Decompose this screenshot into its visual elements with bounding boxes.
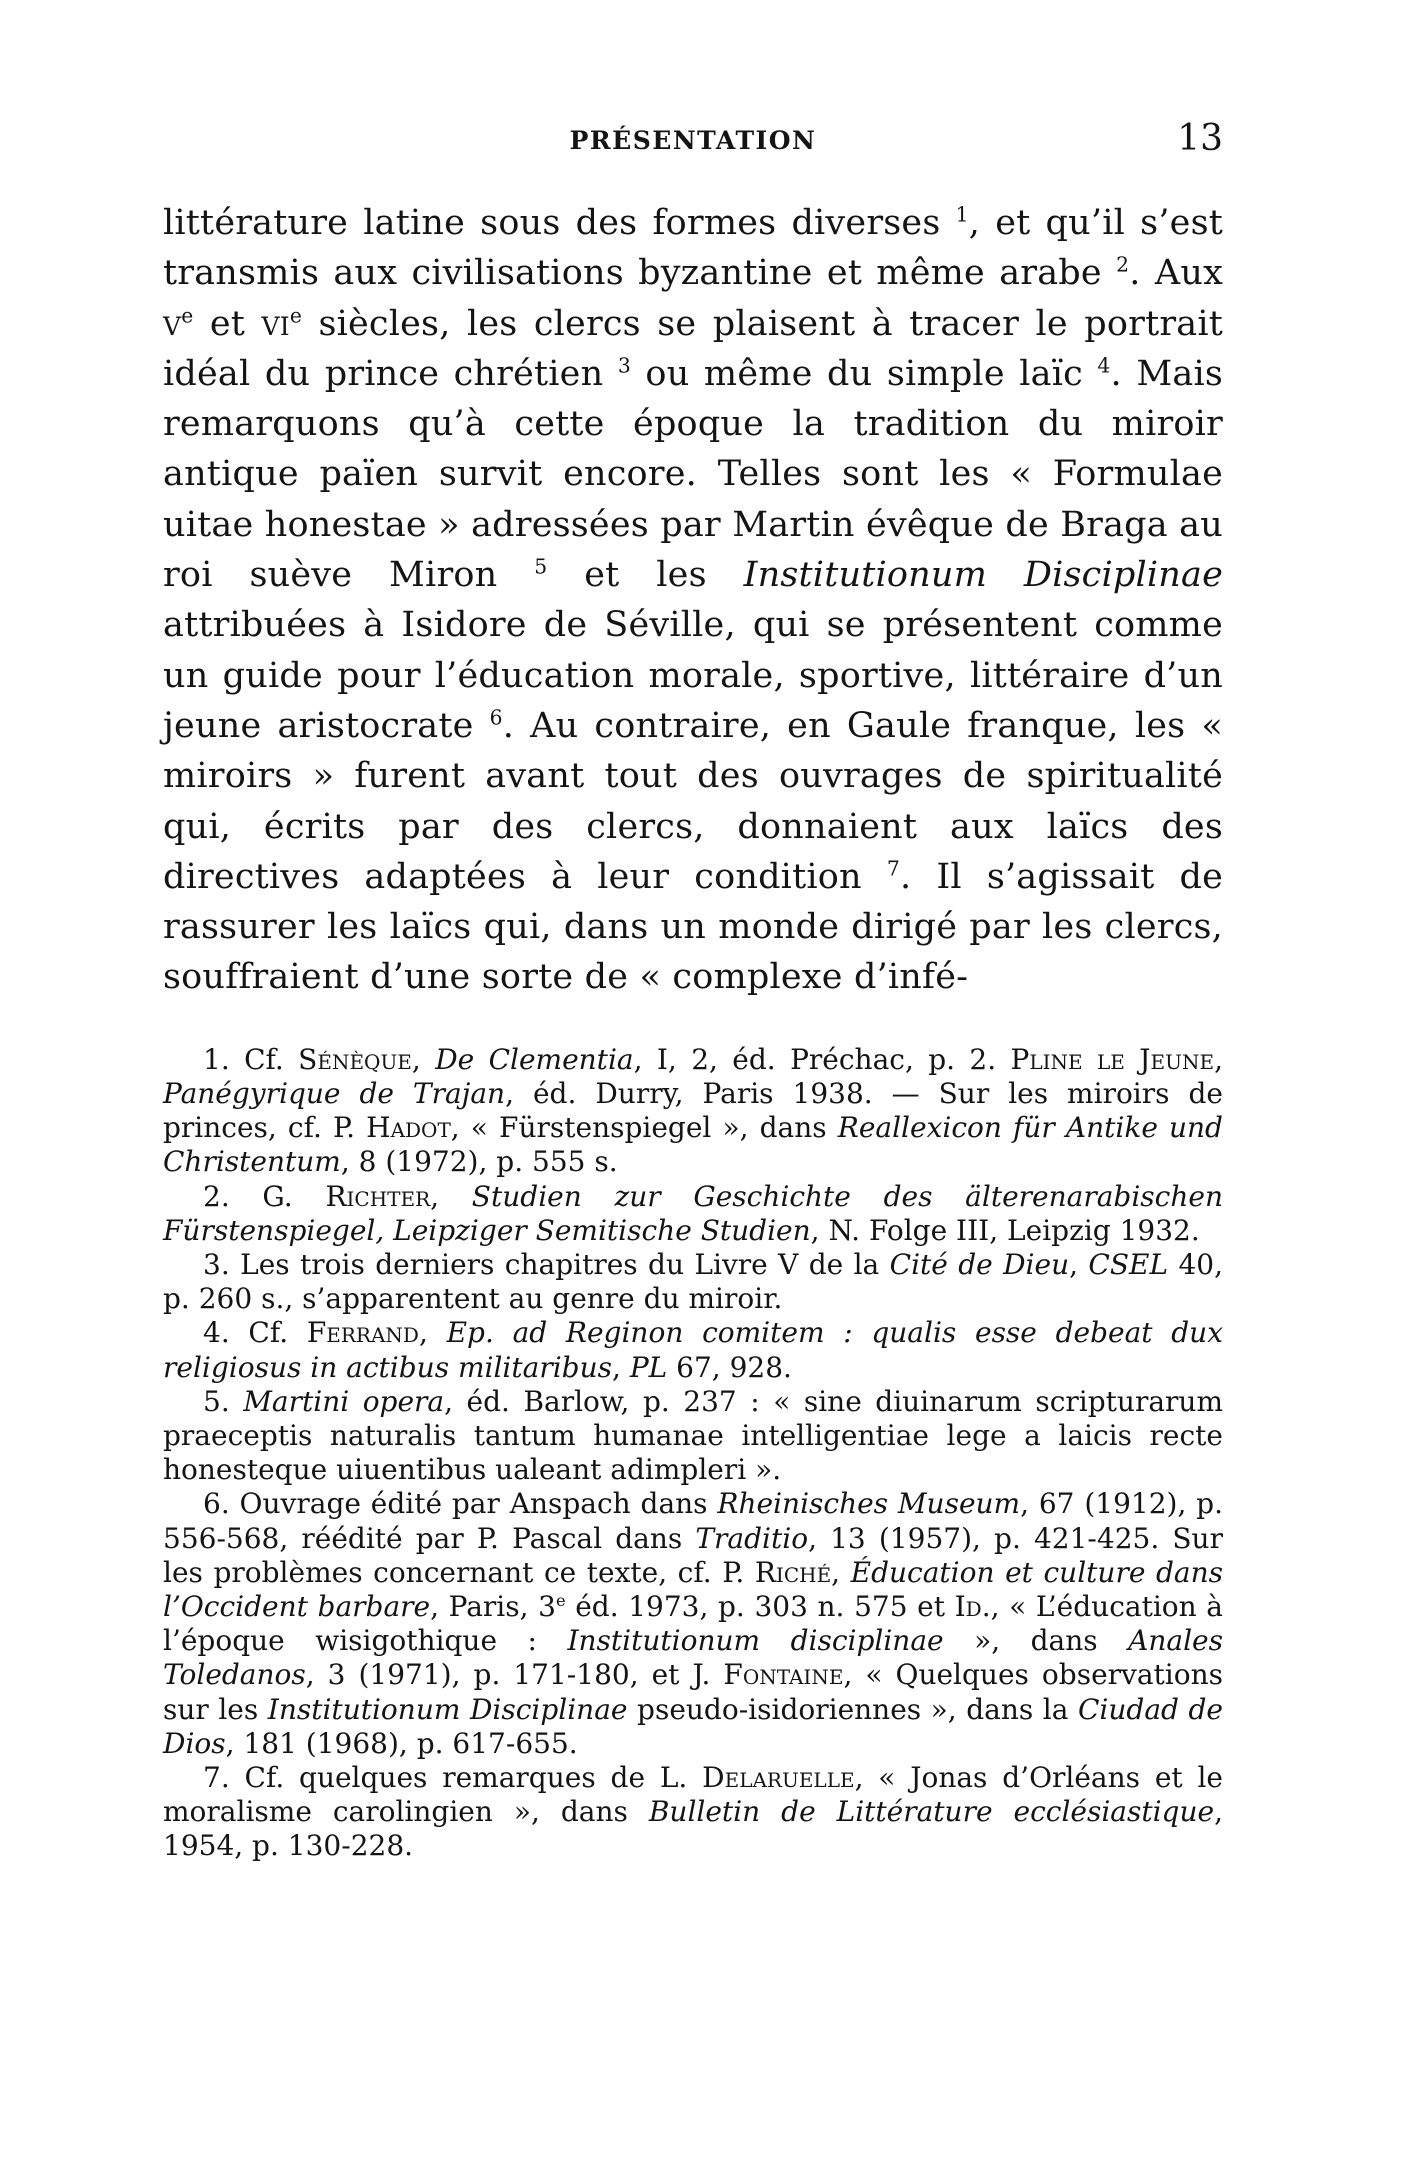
note-text: , 181 (1968), p. 617-655. (225, 1726, 578, 1760)
note-text: 40, p. 260 s., s’apparentent au genre du miroir. (163, 1247, 1223, 1316)
footnote-ref: 7 (886, 856, 900, 881)
note-text: , (1214, 1042, 1223, 1076)
footnote-2 (163, 1180, 1223, 1248)
note-text: , « Quelques observations sur les (163, 1658, 1223, 1726)
work-title: Ciudad de Dios (163, 1692, 1223, 1760)
work-title: Reallexicon für Antike und Christentum (163, 1111, 1223, 1179)
text-run: et les (547, 555, 744, 596)
author-name: Sénèque (298, 1042, 412, 1076)
work-title: Bulletin de Littérature ecclésiastique (648, 1795, 1215, 1829)
note-text: , Paris, 3 (430, 1590, 556, 1623)
work-title: Ep. ad Reginon comitem : qualis esse debeat dux religiosus in actibus militaribus (163, 1316, 1223, 1384)
text-run: . Au contraire, en Gaule franque, les « miroirs » furent avant tout des ouvrages de spiritualité qui, écrits par des clercs, donnaient aux laïcs des directives adaptées à leur condition (163, 705, 1223, 897)
author-name: Pline le Jeune (1010, 1042, 1215, 1076)
main-paragraph (163, 198, 1223, 1003)
work-title: Institutionum disciplinae (567, 1624, 944, 1658)
footnote-7 (163, 1761, 1223, 1864)
note-text: , « Jonas d’Orléans et le moralisme carolingien », dans (163, 1761, 1224, 1829)
note-text: , I, 2, éd. Préchac, p. 2. (633, 1042, 1011, 1076)
ordinal-suffix: e (181, 303, 194, 328)
note-text: 5. (203, 1384, 244, 1418)
work-title: Traditio (695, 1521, 809, 1555)
footnote-ref: 6 (489, 705, 503, 730)
footnote-ref: 3 (617, 353, 631, 378)
note-text: 7. Cf. quelques remarques de L. (203, 1761, 703, 1795)
text-run: . Aux (1129, 253, 1224, 294)
note-text: 1. Cf. (203, 1042, 299, 1076)
note-text: », dans (943, 1624, 1129, 1658)
century-numeral: vi (261, 303, 290, 344)
work-title: Institutionum Disciplinae (267, 1692, 628, 1726)
text-run: littérature latine sous des formes diverses (163, 203, 956, 243)
running-head (163, 118, 1223, 168)
text-run: , et qu’il s’est transmis aux civilisations byzantine et même arabe (163, 203, 1223, 294)
author-name: Richter (325, 1179, 431, 1213)
author-name: Delaruelle (702, 1761, 855, 1795)
note-text: , éd. Barlow, p. 237 : « sine diuinarum scripturarum praeceptis naturalis tantum humanae intelligentiae lege a laicis recte honesteque uiuentibus ualeant adimpleri ». (163, 1384, 1223, 1487)
note-text: , 67 (1912), p. 556-568, réédité par P. Pascal dans (163, 1487, 1224, 1555)
note-text: , (418, 1316, 447, 1350)
work-title: Rheinisches Museum (717, 1487, 1021, 1521)
note-text: , 3 (1971), p. 171-180, et J. (305, 1658, 724, 1692)
work-title: Cité de Dieu (889, 1247, 1070, 1281)
page-number: 13 (1177, 118, 1223, 159)
note-text: 6. Ouvrage édité par Anspach dans (203, 1487, 718, 1521)
text-run: siècles, les clercs se plaisent à tracer le portrait idéal du prince chrétien (163, 303, 1223, 394)
footnote-1 (163, 1043, 1223, 1180)
note-text: , (430, 1179, 472, 1213)
author-name: Fontaine (723, 1658, 844, 1692)
footnote-4 (163, 1316, 1223, 1384)
footnote-6 (163, 1487, 1223, 1761)
note-text: , (831, 1555, 851, 1589)
footnote-ref: 5 (534, 554, 548, 579)
note-text: , « Fürstenspiegel », dans (450, 1111, 838, 1145)
author-name: Ferrand (306, 1316, 419, 1350)
note-text: pseudo-isidoriennes », dans la (627, 1692, 1078, 1726)
work-title: PL (629, 1350, 668, 1384)
note-text: , 13 (1957), p. 421-425. Sur les problèmes concernant ce texte, cf. P. (163, 1521, 1223, 1589)
note-text: , N. Folge III, Leipzig 1932. (810, 1213, 1200, 1247)
note-text: 2. G. (203, 1179, 326, 1213)
note-text: , 1954, p. 130-228. (163, 1795, 1223, 1863)
note-text: , (612, 1350, 630, 1384)
work-title: CSEL (1088, 1247, 1169, 1281)
footnote-ref: 1 (955, 202, 969, 227)
note-text: , 8 (1972), p. 555 s. (340, 1145, 618, 1179)
footnote-5 (163, 1385, 1223, 1488)
footnote-3 (163, 1248, 1223, 1316)
note-text: 4. Cf. (203, 1316, 307, 1350)
work-title: Éducation et culture dans l’Occident barbare (163, 1555, 1223, 1623)
footnote-ref: 4 (1097, 353, 1111, 378)
author-name: Hadot (366, 1111, 451, 1145)
italic-title: Institutionum Disciplinae (743, 555, 1223, 596)
author-name: Id. (954, 1590, 991, 1623)
text-run: . Il s’agissait de rassurer les laïcs qui, dans un monde dirigé par les clercs, souffraient d’une sorte de « complexe d’infé- (163, 856, 1224, 998)
work-title: Studien zur Geschichte des älterenarabischen Fürstenspiegel, Leipziger Semitische Studien (163, 1179, 1223, 1247)
text-run: ou même du simple laïc (630, 353, 1098, 394)
work-title: Panégyrique de Trajan (163, 1076, 506, 1110)
work-title: De Clementia (435, 1042, 634, 1076)
book-page (163, 118, 1223, 1864)
footnotes (163, 1043, 1223, 1864)
running-title: PRÉSENTATION (569, 126, 817, 155)
century-numeral: v (163, 303, 182, 344)
footnote-ref: 2 (1116, 252, 1130, 277)
note-text: , « L’éducation à l’époque wisigothique : (163, 1590, 1223, 1658)
author-name: Riché (754, 1555, 832, 1589)
work-title: Anales Toledanos (163, 1624, 1223, 1692)
ordinal-suffix: e (555, 1590, 566, 1610)
text-run: et (193, 303, 262, 344)
ordinal-suffix: e (289, 303, 303, 328)
text-run: attribuées à Isidore de Séville, qui se présentent comme un guide pour l’éducation morale, sportive, littéraire d’un jeune aristocrate (163, 605, 1223, 746)
note-text: 67, 928. (667, 1350, 792, 1384)
note-text: 3. Les trois derniers chapitres du Livre V de la (203, 1247, 890, 1281)
work-title: Martini opera (243, 1384, 445, 1418)
note-text: éd. 1973, p. 303 n. 575 et (565, 1590, 955, 1623)
note-text: , éd. Durry, Paris 1938. — Sur les miroirs de princes, cf. P. (163, 1076, 1223, 1145)
text-run: . Mais remarquons qu’à cette époque la tradition du miroir antique païen survit encore. Telles sont les « Formulae uitae honestae » adressées par Martin évêque de Braga au roi suève Miron (163, 353, 1224, 596)
note-text: , (411, 1042, 436, 1076)
note-text: , (1069, 1247, 1089, 1281)
